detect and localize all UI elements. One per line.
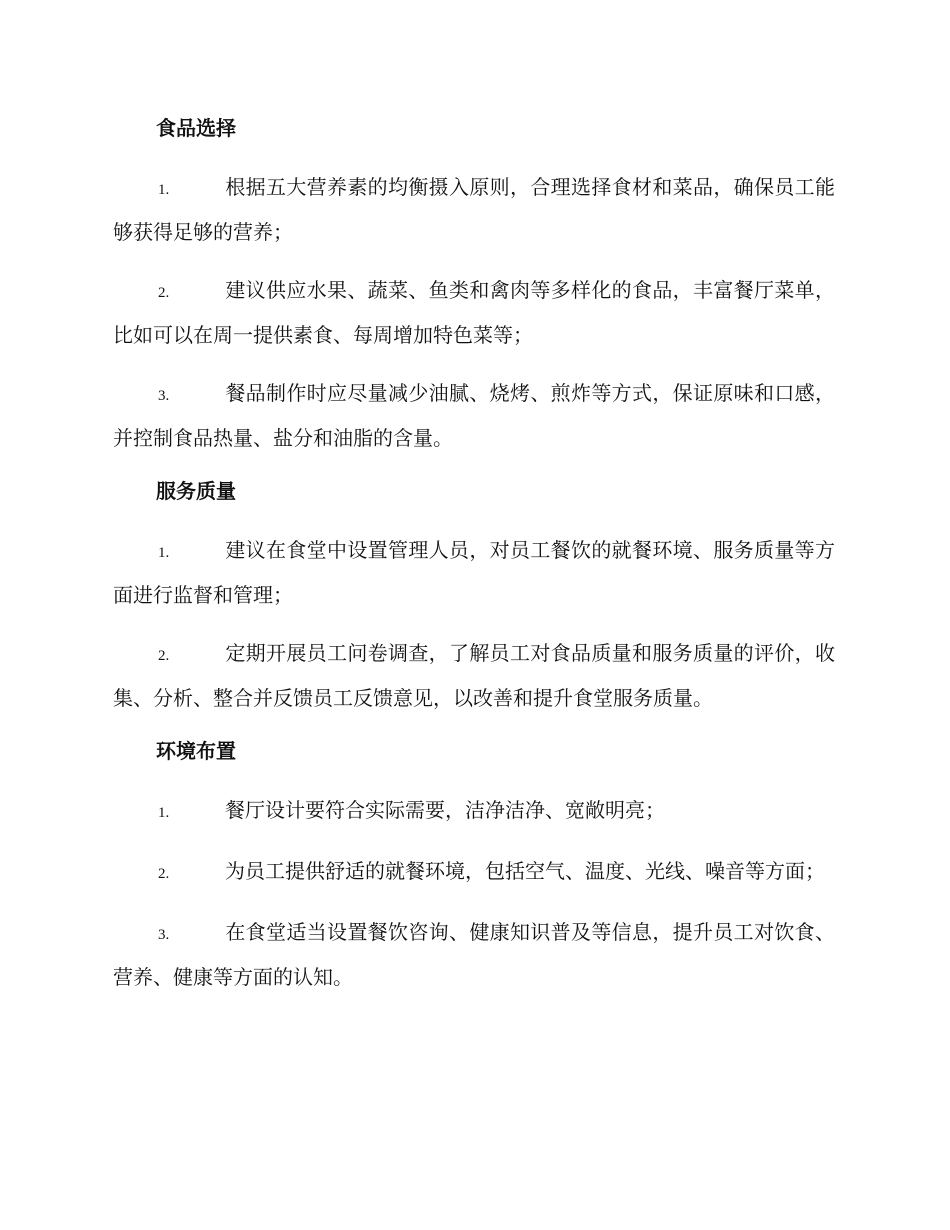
list-item [113,911,835,998]
list-item [113,632,835,719]
section-heading: 食品选择 [156,116,236,140]
item-number: 1. [158,805,170,821]
item-number: 2. [158,866,170,882]
item-number: 1. [158,182,170,198]
item-text: 为员工提供舒适的就餐环境，包括空气、温度、光线、噪音等方面； [225,859,825,883]
item-text: 在食堂适当设置餐饮咨询、健康知识普及等信息，提升员工对饮食、营养、健康等方面的认知。 [113,920,835,989]
list-item [113,166,835,253]
section-environment [113,729,835,998]
section-food-selection [113,106,835,459]
list-item [113,789,835,834]
item-text: 根据五大营养素的均衡摄入原则，合理选择食材和菜品，确保员工能够获得足够的营养； [113,175,835,244]
section-service-quality [113,469,835,719]
item-number: 2. [158,648,170,664]
list-item [113,529,835,616]
item-text: 建议在食堂中设置管理人员，对员工餐饮的就餐环境、服务质量等方面进行监督和管理； [113,538,835,607]
document-body [113,106,835,1008]
list-item [113,850,835,895]
item-number: 3. [158,388,170,404]
section-heading: 服务质量 [156,479,236,503]
list-item [113,269,835,356]
item-number: 1. [158,545,170,561]
item-text: 餐厅设计要符合实际需要，洁净洁净、宽敞明亮； [225,798,665,822]
item-text: 餐品制作时应尽量减少油腻、烧烤、煎炸等方式，保证原味和口感，并控制食品热量、盐分和油脂的含量。 [113,381,835,450]
item-number: 2. [158,285,170,301]
section-heading: 环境布置 [156,739,236,763]
item-text: 定期开展员工问卷调查，了解员工对食品质量和服务质量的评价，收集、分析、整合并反馈员工反馈意见，以改善和提升食堂服务质量。 [113,641,835,710]
item-number: 3. [158,927,170,943]
list-item [113,372,835,459]
item-text: 建议供应水果、蔬菜、鱼类和禽肉等多样化的食品，丰富餐厅菜单，比如可以在周一提供素食、每周增加特色菜等； [113,278,835,347]
